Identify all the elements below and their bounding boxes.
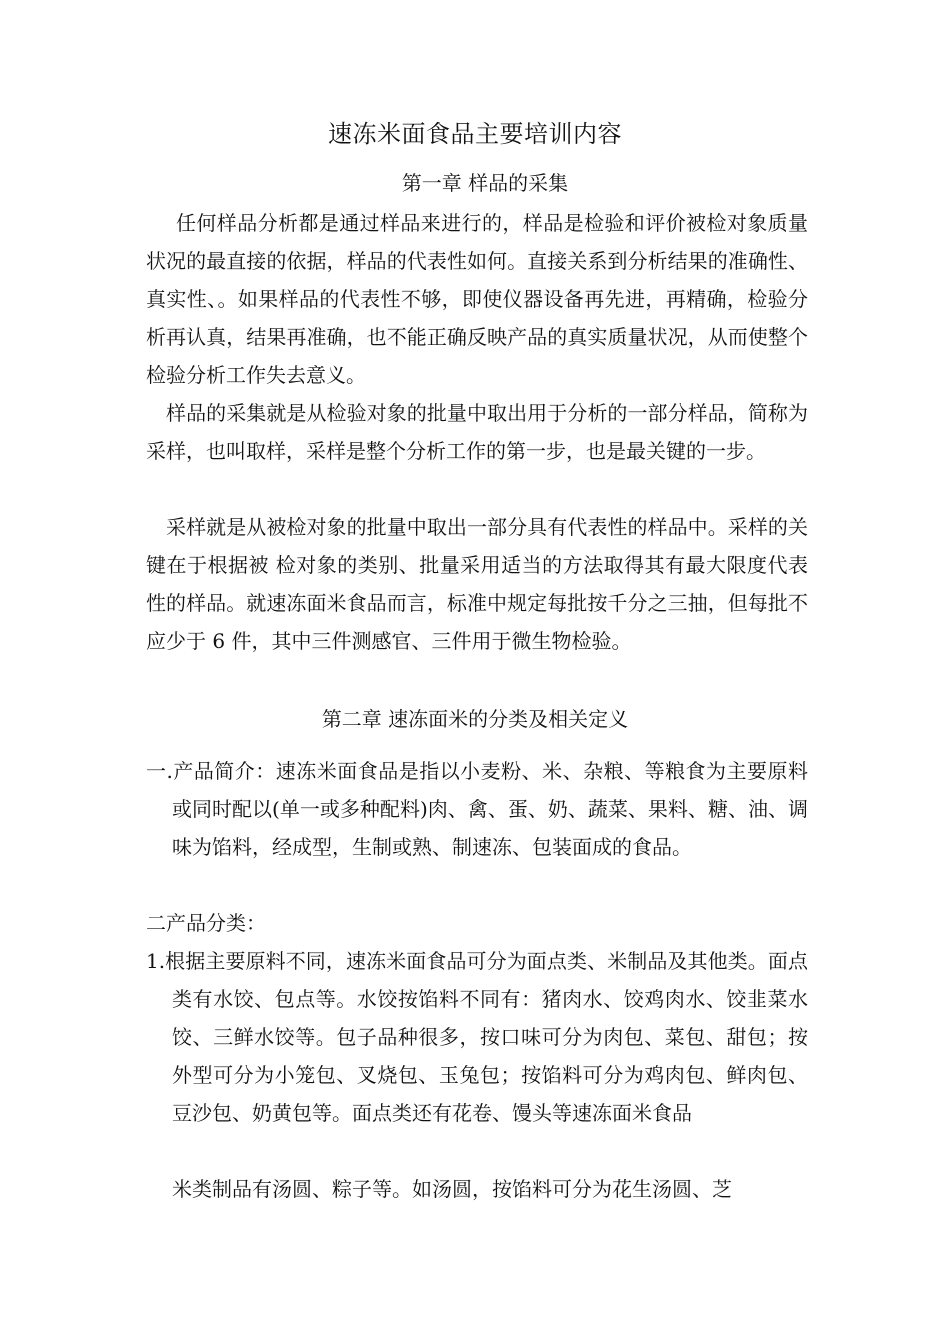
classification-heading: 二产品分类： bbox=[146, 911, 266, 935]
chapter-1-paragraph-3: 采样就是从被检对象的批量中取出一部分具有代表性的样品中。采样的关键在于根据被 检对象的类别、批量采用适当的方法取得其有最大限度代表性的样品。就速冻面米食品而言，标准中规定每批按千分之三抽，但每批不应少于 6 件，其中三件测感官、三件用于微生物检验。 bbox=[146, 515, 808, 653]
chapter-1-heading: 第一章 样品的采集 bbox=[401, 171, 569, 195]
classification-item-1-continued: 米类制品有汤圆、粽子等。如汤圆，按馅料可分为花生汤圆、芝 bbox=[172, 1177, 732, 1201]
chapter-1-paragraph-1: 任何样品分析都是通过样品来进行的，样品是检验和评价被检对象质量状况的最直接的依据，样品的代表性如何。直接关系到分析结果的准确性、真实性、。如果样品的代表性不够，即使仪器设备再先进，再精确，检验分析再认真，结果再准确，也不能正确反映产品的真实质量状况，从而使整个检验分析工作失去意义。 bbox=[146, 211, 808, 387]
classification-item-1: 1.根据主要原料不同，速冻米面食品可分为面点类、米制品及其他类。面点类有水饺、包点等。水饺按馅料不同有：猪肉水、饺鸡肉水、饺韭菜水饺、三鲜水饺等。包子品种很多，按口味可分为肉包、菜包、甜包；按外型可分为小笼包、叉烧包、玉兔包；按馅料可分为鸡肉包、鲜肉包、豆沙包、奶黄包等。面点类还有花卷、馒头等速冻面米食品 bbox=[146, 949, 808, 1125]
product-intro-item: 一.产品简介：速冻米面食品是指以小麦粉、米、杂粮、等粮食为主要原料或同时配以(单一或多种配料)肉、禽、蛋、奶、蔬菜、果料、糖、油、调味为馅料，经成型，生制或熟、制速冻、包装面成的食品。 bbox=[146, 759, 808, 859]
chapter-2-heading: 第二章 速冻面米的分类及相关定义 bbox=[321, 707, 629, 731]
document-title: 速冻米面食品主要培训内容 bbox=[328, 120, 622, 148]
chapter-1-paragraph-2: 样品的采集就是从检验对象的批量中取出用于分析的一部分样品，简称为采样，也叫取样，采样是整个分析工作的第一步，也是最关键的一步。 bbox=[146, 401, 808, 463]
